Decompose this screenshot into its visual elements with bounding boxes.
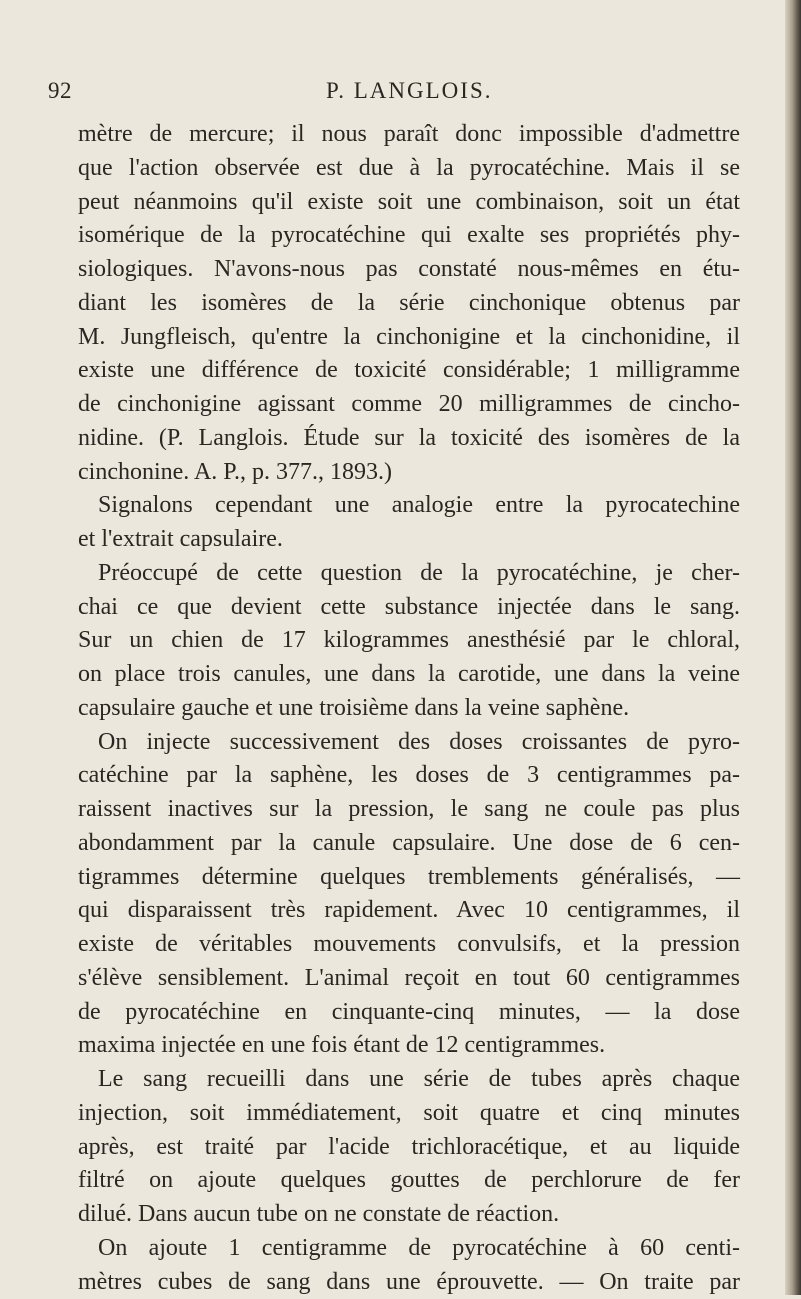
text-line: maxima injectée en une fois étant de 12 centigrammes. — [78, 1029, 740, 1063]
text-line: dilué. Dans aucun tube on ne constate de réaction. — [78, 1198, 740, 1232]
text-line: et l'extrait capsulaire. — [78, 523, 740, 557]
text-line: raissent inactives sur la pression, le sang ne coule pas plus — [78, 793, 740, 827]
text-line: On injecte successivement des doses croissantes de pyro- — [78, 726, 740, 760]
text-line: Signalons cependant une analogie entre la pyrocatechine — [78, 489, 740, 523]
text-line: qui disparaissent très rapidement. Avec 10 centigrammes, il — [78, 894, 740, 928]
text-line: on place trois canules, une dans la carotide, une dans la veine — [78, 658, 740, 692]
text-line: mètre de mercure; il nous paraît donc impossible d'admettre — [78, 118, 740, 152]
text-line: Sur un chien de 17 kilogrammes anesthésié par le chloral, — [78, 624, 740, 658]
text-line: chai ce que devient cette substance injectée dans le sang. — [78, 591, 740, 625]
text-line: existe de véritables mouvements convulsifs, et la pression — [78, 928, 740, 962]
text-line: existe une différence de toxicité considérable; 1 milligramme — [78, 354, 740, 388]
page-edge-shadow — [785, 0, 801, 1295]
text-line: de pyrocatéchine en cinquante-cinq minutes, — la dose — [78, 996, 740, 1030]
text-line: nidine. (P. Langlois. Étude sur la toxicité des isomères de la — [78, 422, 740, 456]
body-text — [78, 118, 740, 1299]
page-number: 92 — [48, 78, 72, 104]
text-line: M. Jungfleisch, qu'entre la cinchonigine et la cinchonidine, il — [78, 321, 740, 355]
text-line: filtré on ajoute quelques gouttes de perchlorure de fer — [78, 1164, 740, 1198]
text-line: siologiques. N'avons-nous pas constaté nous-mêmes en étu- — [78, 253, 740, 287]
text-line: que l'action observée est due à la pyrocatéchine. Mais il se — [78, 152, 740, 186]
text-line: de cinchonigine agissant comme 20 milligrammes de cincho- — [78, 388, 740, 422]
text-line: Préoccupé de cette question de la pyrocatéchine, je cher- — [78, 557, 740, 591]
text-line: cinchonine. A. P., p. 377., 1893.) — [78, 456, 740, 490]
text-line: s'élève sensiblement. L'animal reçoit en tout 60 centigrammes — [78, 962, 740, 996]
text-line: catéchine par la saphène, les doses de 3 centigrammes pa- — [78, 759, 740, 793]
running-head: P. LANGLOIS. — [326, 78, 492, 104]
text-line: peut néanmoins qu'il existe soit une combinaison, soit un état — [78, 186, 740, 220]
text-line: diant les isomères de la série cinchonique obtenus par — [78, 287, 740, 321]
text-line: mètres cubes de sang dans une éprouvette. — On traite par — [78, 1266, 740, 1299]
page-header — [48, 78, 728, 112]
text-line: tigrammes détermine quelques tremblements généralisés, — — [78, 861, 740, 895]
text-line: capsulaire gauche et une troisième dans la veine saphène. — [78, 692, 740, 726]
text-line: abondamment par la canule capsulaire. Une dose de 6 cen- — [78, 827, 740, 861]
text-line: après, est traité par l'acide trichloracétique, et au liquide — [78, 1131, 740, 1165]
text-line: On ajoute 1 centigramme de pyrocatéchine à 60 centi- — [78, 1232, 740, 1266]
text-line: injection, soit immédiatement, soit quatre et cinq minutes — [78, 1097, 740, 1131]
text-line: Le sang recueilli dans une série de tubes après chaque — [78, 1063, 740, 1097]
text-line: isomérique de la pyrocatéchine qui exalte ses propriétés phy- — [78, 219, 740, 253]
